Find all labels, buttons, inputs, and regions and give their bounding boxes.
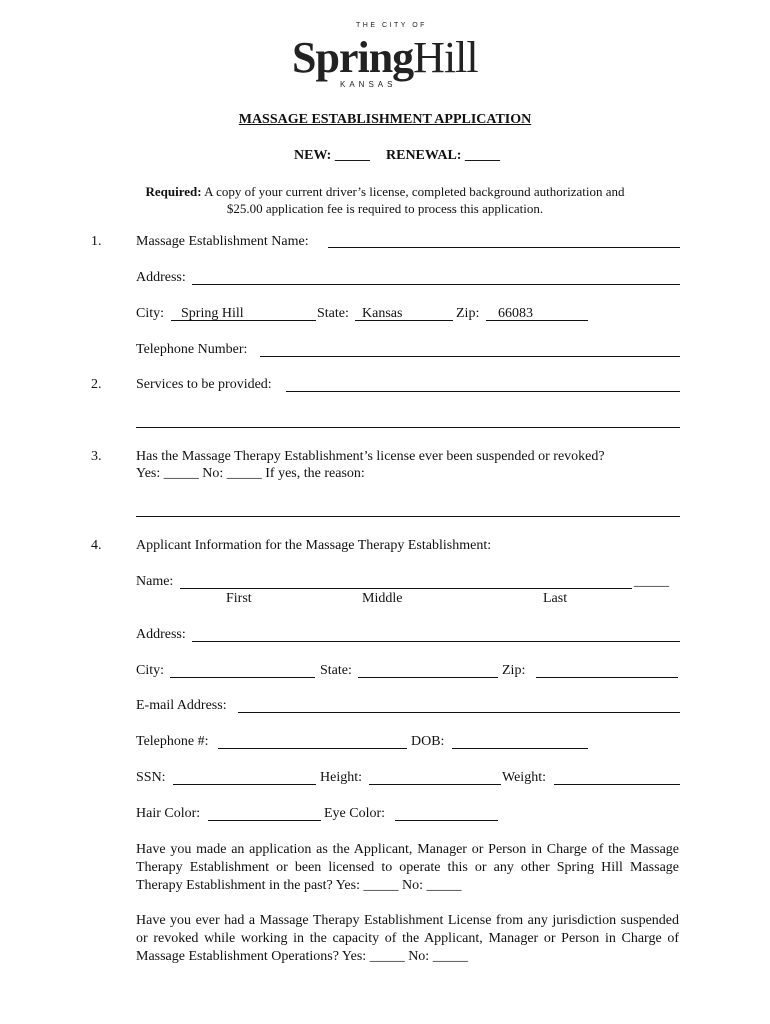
applicant-height-field[interactable] bbox=[369, 784, 501, 785]
applicant-address-label: Address: bbox=[136, 627, 186, 642]
applicant-city-label: City: bbox=[136, 663, 165, 678]
applicant-hair-label: Hair Color: bbox=[136, 806, 201, 821]
applicant-state-label: State: bbox=[320, 663, 352, 678]
applicant-zip-field[interactable] bbox=[536, 677, 678, 678]
new-label: NEW: _____ bbox=[294, 148, 370, 163]
applicant-heading: Applicant Information for the Massage Therapy Establishment: bbox=[136, 538, 492, 553]
applicant-eye-field[interactable] bbox=[395, 820, 498, 821]
required-label: Required: bbox=[145, 184, 202, 199]
logo-top-text: THE CITY OF bbox=[356, 22, 427, 29]
applicant-dob-label: DOB: bbox=[411, 734, 445, 749]
applicant-dob-field[interactable] bbox=[452, 748, 588, 749]
logo-name-bold: Spring bbox=[292, 33, 414, 82]
required-note bbox=[0, 184, 770, 200]
applicant-name-label: Name: bbox=[136, 574, 174, 589]
est-state-value: Kansas bbox=[362, 306, 403, 321]
section-1-number: 1. bbox=[91, 234, 102, 249]
section-3-number: 3. bbox=[91, 449, 102, 464]
renewal-label: RENEWAL: _____ bbox=[386, 148, 500, 163]
est-city-value: Spring Hill bbox=[181, 306, 244, 321]
est-name-field[interactable] bbox=[328, 247, 680, 248]
applicant-telephone-field[interactable] bbox=[218, 748, 407, 749]
applicant-zip-label: Zip: bbox=[502, 663, 526, 678]
page-title: MASSAGE ESTABLISHMENT APPLICATION bbox=[238, 112, 532, 127]
prior-application-question: Have you made an application as the Applicant, Manager or Person in Charge of the Massage Therapy Establishment or been licensed to operate this or any other Spring Hill Massage Therapy Establishment in the past? Yes: _____ No: _____ bbox=[136, 842, 679, 893]
suspended-answer[interactable]: Yes: _____ No: _____ If yes, the reason: bbox=[136, 466, 365, 481]
est-city-label: City: bbox=[136, 306, 165, 321]
suspended-reason-field[interactable] bbox=[136, 516, 680, 517]
name-first-caption: First bbox=[226, 591, 252, 606]
section-2-number: 2. bbox=[91, 377, 102, 392]
est-name-label: Massage Establishment Name: bbox=[136, 234, 309, 249]
applicant-state-field[interactable] bbox=[358, 677, 498, 678]
est-telephone-field[interactable] bbox=[260, 356, 680, 357]
applicant-email-label: E-mail Address: bbox=[136, 698, 227, 713]
est-telephone-label: Telephone Number: bbox=[136, 342, 248, 357]
est-state-label: State: bbox=[317, 306, 349, 321]
applicant-ssn-label: SSN: bbox=[136, 770, 166, 785]
est-address-field[interactable] bbox=[192, 284, 680, 285]
required-note-2: $25.00 application fee is required to process this application. bbox=[226, 201, 544, 216]
logo-name-light: Hill bbox=[413, 33, 478, 82]
applicant-city-field[interactable] bbox=[170, 677, 315, 678]
est-zip-label: Zip: bbox=[456, 306, 480, 321]
section-4-number: 4. bbox=[91, 538, 102, 553]
services-field-2[interactable] bbox=[136, 427, 680, 428]
logo-wordmark bbox=[292, 32, 478, 83]
est-zip-value: 66083 bbox=[498, 306, 533, 321]
license-revoked-question: Have you ever had a Massage Therapy Establishment License from any jurisdiction suspended or revoked while working in the capacity of the Applicant, Manager or Person in Charge of Massage Establishment Operations? Yes: _____ No: _____ bbox=[136, 913, 679, 964]
applicant-height-label: Height: bbox=[320, 770, 362, 785]
name-middle-caption: Middle bbox=[362, 591, 403, 606]
logo-state: KANSAS bbox=[340, 80, 397, 89]
services-label: Services to be provided: bbox=[136, 377, 272, 392]
applicant-telephone-label: Telephone #: bbox=[136, 734, 209, 749]
est-address-label: Address: bbox=[136, 270, 186, 285]
applicant-eye-label: Eye Color: bbox=[324, 806, 386, 821]
applicant-weight-field[interactable] bbox=[554, 784, 680, 785]
applicant-address-field[interactable] bbox=[192, 641, 680, 642]
applicant-name-tail: _____ bbox=[634, 574, 669, 589]
applicant-email-field[interactable] bbox=[238, 712, 680, 713]
services-field[interactable] bbox=[286, 391, 680, 392]
applicant-weight-label: Weight: bbox=[502, 770, 546, 785]
suspended-question: Has the Massage Therapy Establishment’s license ever been suspended or revoked? bbox=[136, 449, 605, 464]
applicant-ssn-field[interactable] bbox=[173, 784, 316, 785]
required-text: A copy of your current driver’s license, completed background authorization and bbox=[204, 184, 625, 199]
name-last-caption: Last bbox=[543, 591, 568, 606]
applicant-name-field[interactable] bbox=[180, 588, 632, 589]
applicant-hair-field[interactable] bbox=[208, 820, 321, 821]
